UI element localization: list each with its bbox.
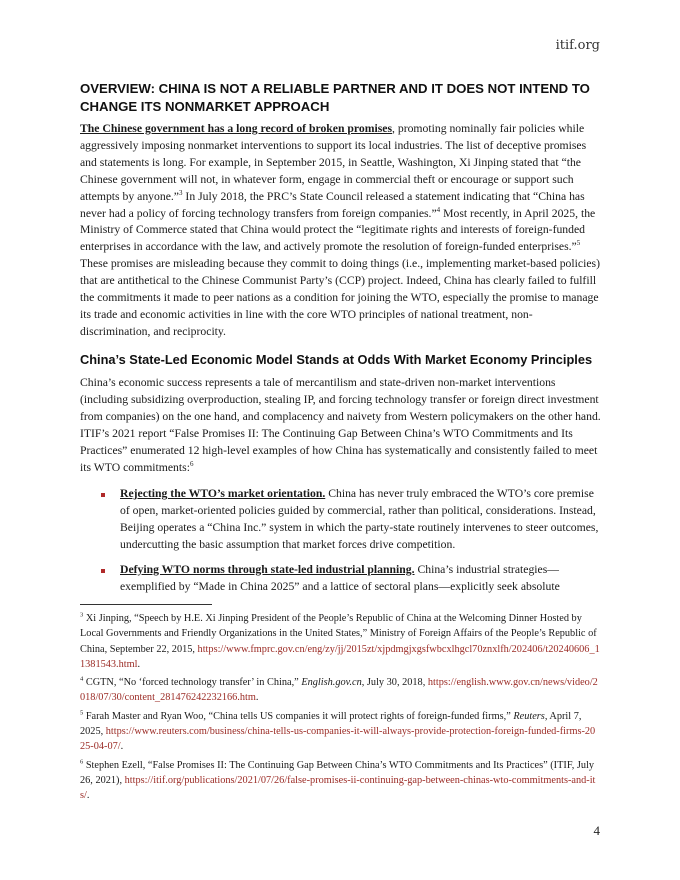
footnote-link[interactable]: https://itif.org/publications/2021/07/26/false-promises-ii-continuing-gap-between-chinas-wto-commitments-and-its/ xyxy=(80,774,596,802)
bullet-list xyxy=(0,486,680,603)
bullet-title: Rejecting the WTO’s market orientation. xyxy=(120,487,326,500)
footnote-text: Xi Jinping, “Speech by H.E. Xi Jinping President of the People’s Republic of China at the Welcoming Dinner Hosted by Local Governments and Friendly Organizations in the United States,” Ministry of Foreign Affairs of the People’s Republic of China, September 22, 2015, xyxy=(80,613,597,655)
footnote-date: , April 7, 2025, xyxy=(80,710,582,738)
footnote-text: CGTN, “No ‘forced technology transfer’ in China,” xyxy=(83,677,302,689)
bullet-item xyxy=(0,486,600,554)
footnote-ref-4[interactable]: 4 xyxy=(436,205,441,214)
footnote-end: . xyxy=(137,658,141,670)
footnote-6 xyxy=(80,758,600,804)
section-heading: China’s State-Led Economic Model Stands at Odds With Market Economy Principles xyxy=(80,352,593,367)
footnotes xyxy=(80,611,600,807)
footnote-end: . xyxy=(86,790,90,802)
section-text: China’s economic success represents a tale of mercantilism and state-driven non-market interventions (including subsidizing overproduction, stealing IP, and forcing technology transfer or foreign direct investment from companies) on the one hand, and complacency and naivety from Western policymakers on the other hand. ITIF’s 2021 report “False Promises II: The Continuing Gap Between China’s WTO Commitments and Its Practices” enumerated 12 high-level examples of how China has systematically and consistently failed to meet its WTO commitments: xyxy=(80,376,601,474)
footnote-text: Stephen Ezell, “False Promises II: The Continuing Gap Between China’s WTO Commitments and Its Practices” (ITIF, July 26, 2021), xyxy=(80,759,595,786)
bullet-marker-icon xyxy=(101,493,105,497)
footnote-number: 6 xyxy=(80,758,84,766)
bullet-marker-icon xyxy=(101,569,105,573)
overview-text-1: , promoting nominally fair policies while aggressively imposing nonmarket interventions to support its local industries. The list of deceptive promises and statements is long. For example, in September 2015, in Seattle, Washington, Xi Jinping stated that “the Chinese government will not, in whatever form, engage in commercial theft or encourage or support such attempts by anyone.” xyxy=(80,122,587,203)
footnote-number: 5 xyxy=(80,709,84,717)
footnote-3 xyxy=(80,611,600,672)
page-number: 4 xyxy=(593,823,600,838)
bullet-text: China has never truly embraced the WTO’s core premise of open, market-oriented policies guided by commercial, rather than political, considerations. Instead, Beijing operates a “China Inc.” system in which the party-state routinely intervenes to steer outcomes, undercutting the basic assumption that market forces drive competition. xyxy=(120,487,599,551)
footnote-5 xyxy=(80,709,600,755)
footnote-ref-5[interactable]: 5 xyxy=(576,239,581,248)
footnote-source: Reuters xyxy=(513,710,545,722)
overview-text-3: Most recently, in April 2025, the Ministry of Commerce stated that China would protect the “legitimate rights and interests of foreign-funded enterprises in accordance with the law, and actively promote the resolution of foreign-funded enterprises.” xyxy=(80,206,596,254)
overview-text-2: In July 2018, the PRC’s State Council released a statement indicating that “China has never had a policy of forcing technology transfers from foreign companies.” xyxy=(80,189,585,220)
footnote-end: . xyxy=(120,741,124,753)
footnote-link[interactable]: https://english.www.gov.cn/news/video/2018/07/30/content_281476242232166.htm xyxy=(80,677,598,704)
footnote-text: Farah Master and Ryan Woo, “China tells US companies it will protect rights of foreign-funded firms,” xyxy=(83,710,514,722)
footnote-date: , July 30, 2018, xyxy=(361,677,428,689)
footnote-divider xyxy=(80,604,212,605)
overview-paragraph xyxy=(80,121,602,341)
overview-text-4: These promises are misleading because they commit to doing things (i.e., implementing market-based policies) that are antithetical to the Chinese Communist Party’s (CCP) project. Indeed, China has clearly failed to fulfill the commitments it made to peer nations as a condition for joining the WTO, especially the promise to manage its trade and economic activities in line with the core WTO principles of national treatment, non-discrimination, and reciprocity. xyxy=(80,257,600,338)
footnote-end: . xyxy=(255,692,259,704)
bullet-title: Defying WTO norms through state-led industrial planning. xyxy=(120,562,415,576)
footnote-link[interactable]: https://www.reuters.com/business/china-tells-us-companies-it-will-always-provide-protection-foreign-funded-firms-2025-04-07/ xyxy=(80,726,596,753)
overview-heading: OVERVIEW: CHINA IS NOT A RELIABLE PARTNER AND IT DOES NOT INTEND TO CHANGE ITS NONMARKET APPROACH xyxy=(80,81,590,114)
footnote-4 xyxy=(80,675,600,706)
footnote-number: 4 xyxy=(80,675,84,683)
section-paragraph xyxy=(80,375,602,476)
bullet-item xyxy=(0,562,600,596)
site-header: itif.org xyxy=(555,38,600,53)
bullet-text: China’s industrial strategies—exemplified by “Made in China 2025” and a lattice of sectoral plans—explicitly seek absolute xyxy=(120,562,560,593)
footnote-ref-6[interactable]: 6 xyxy=(189,459,194,468)
footnote-ref-3[interactable]: 3 xyxy=(179,188,183,197)
footnote-source: English.gov.cn xyxy=(301,677,362,689)
footnote-number: 3 xyxy=(80,611,84,619)
footnote-link[interactable]: https://www.fmprc.gov.cn/eng/zy/jj/2015zt/xjpdmgjxgsfwbcxlhgcl70znxlfh/202406/t20240606_11381543.html xyxy=(80,643,600,670)
overview-lead: The Chinese government has a long record of broken promises xyxy=(80,122,392,135)
